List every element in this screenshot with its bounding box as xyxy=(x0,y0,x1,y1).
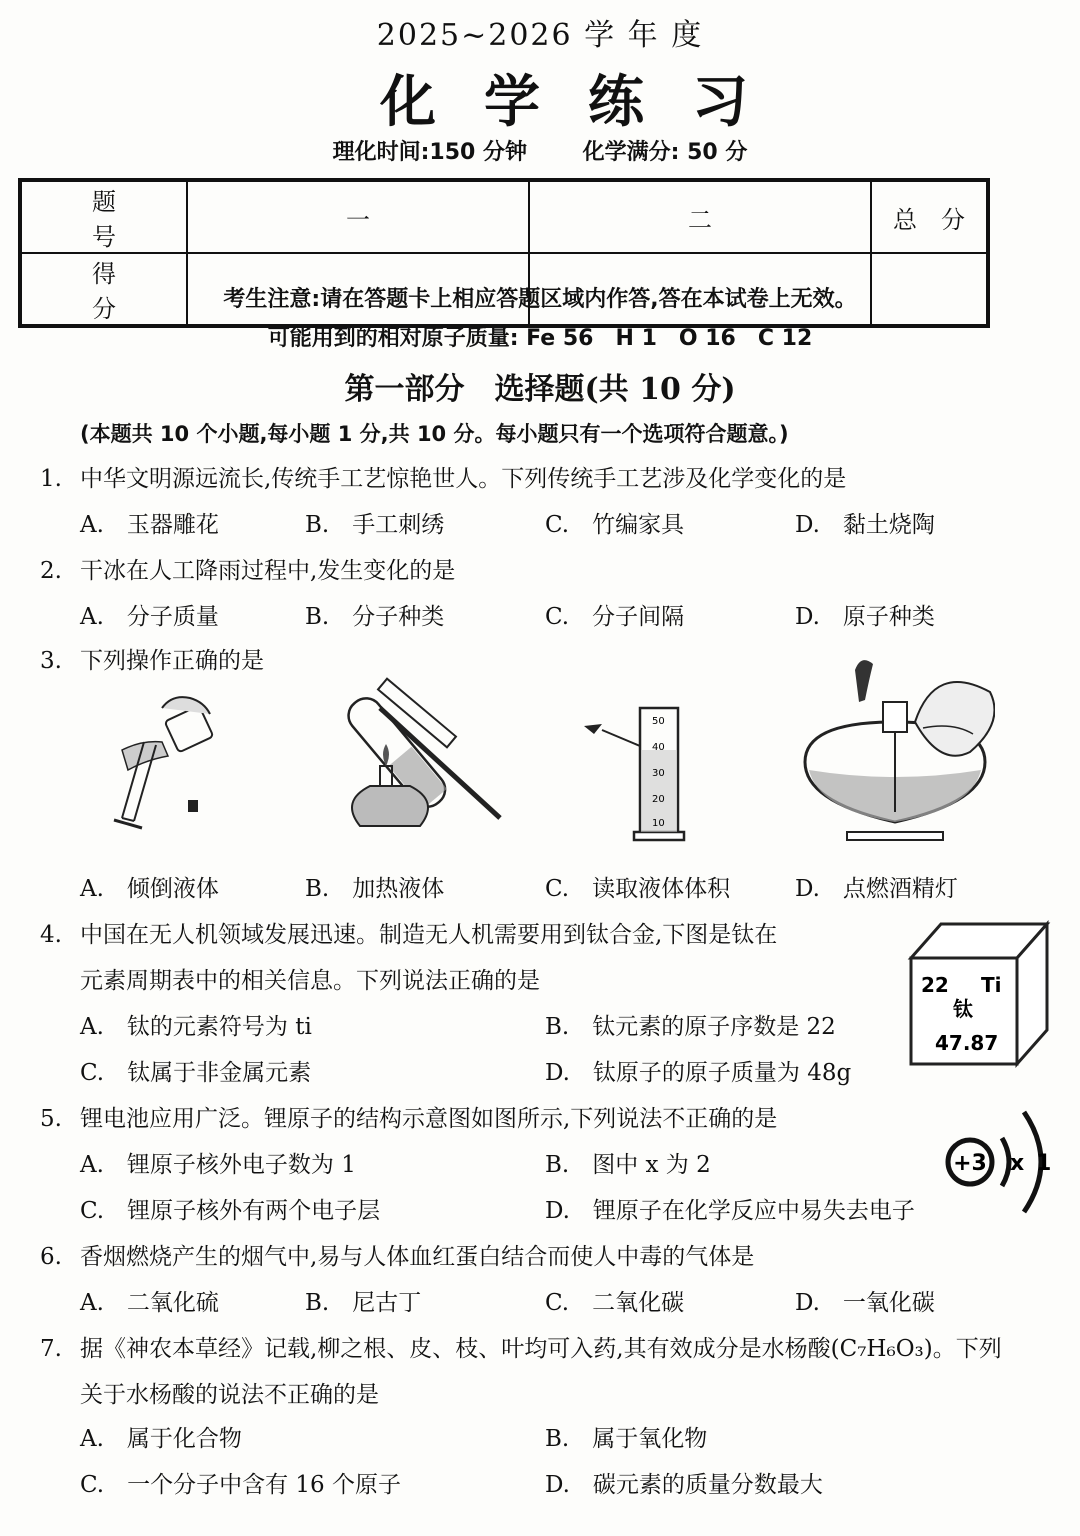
option-d: D. 碳元素的质量分数最大 xyxy=(545,1472,823,1498)
exam-meta xyxy=(0,135,1080,166)
svg-text:10: 10 xyxy=(652,818,665,829)
score-table-header-part1: 一 xyxy=(187,180,529,253)
option-c: C. 分子间隔 xyxy=(545,604,685,630)
question-text-line2: 关于水杨酸的说法不正确的是 xyxy=(80,1382,379,1408)
option-b: B. 手工刺绣 xyxy=(305,512,445,538)
option-b: B. 属于氧化物 xyxy=(545,1426,708,1452)
question-text-line2: 元素周期表中的相关信息。下列说法正确的是 xyxy=(80,968,540,994)
question-text: 中国在无人机领域发展迅速。制造无人机需要用到钛合金,下图是钛在 xyxy=(80,922,778,948)
element-symbol: Ti xyxy=(981,973,1002,997)
question-number: 5. xyxy=(40,1106,62,1132)
question-number: 6. xyxy=(40,1244,62,1270)
exam-year: 2025~2026 学 年 度 xyxy=(376,18,704,53)
element-number: 22 xyxy=(921,973,949,997)
element-mass: 47.87 xyxy=(935,1031,999,1055)
option-d: D. 锂原子在化学反应中易失去电子 xyxy=(545,1198,915,1224)
exam-notice: 考生注意:请在答题卡上相应答题区域内作答,答在本试卷上无效。 xyxy=(223,287,857,312)
titanium-element-card xyxy=(905,920,1055,1070)
atomic-masses: 可能用到的相对原子质量: Fe 56 H 1 O 16 C 12 xyxy=(267,326,813,351)
exam-title: 化学练习 xyxy=(380,69,796,135)
option-a: A. 玉器雕花 xyxy=(80,512,219,538)
part1-description: (本题共 10 个小题,每小题 1 分,共 10 分。每小题只有一个选项符合题意。) xyxy=(80,422,789,446)
svg-text:50: 50 xyxy=(652,716,665,727)
outer-shell-electrons: 1 xyxy=(1036,1151,1052,1176)
part1-title: 第一部分 选择题(共 10 分) xyxy=(344,372,736,407)
option-b: B. 加热液体 xyxy=(305,876,445,902)
option-b: B. 分子种类 xyxy=(305,604,445,630)
option-a: A. 属于化合物 xyxy=(80,1426,242,1452)
lithium-atom-diagram xyxy=(944,1098,1056,1228)
question-text: 锂电池应用广泛。锂原子的结构示意图如图所示,下列说法不正确的是 xyxy=(80,1106,778,1132)
option-c: C. 一个分子中含有 16 个原子 xyxy=(80,1472,401,1498)
svg-text:40: 40 xyxy=(652,742,665,753)
question-number: 7. xyxy=(40,1336,62,1362)
nucleus-charge: +3 xyxy=(953,1151,987,1176)
question-number: 1. xyxy=(40,466,62,492)
option-c: C. 锂原子核外有两个电子层 xyxy=(80,1198,381,1224)
pouring-liquid-figure xyxy=(100,690,230,840)
option-b: B. 图中 x 为 2 xyxy=(545,1152,711,1178)
option-d: D. 一氧化碳 xyxy=(795,1290,935,1316)
element-name: 钛 xyxy=(953,997,973,1021)
option-a: A. 锂原子核外电子数为 1 xyxy=(80,1152,356,1178)
question-number: 4. xyxy=(40,922,62,948)
option-a: A. 分子质量 xyxy=(80,604,219,630)
question-number: 3. xyxy=(40,648,62,674)
score-table-header-label: 题 号 xyxy=(20,180,187,253)
heating-liquid-figure xyxy=(320,668,520,853)
option-a: A. 倾倒液体 xyxy=(80,876,219,902)
option-b: B. 尼古丁 xyxy=(305,1290,422,1316)
option-d: D. 钛原子的原子质量为 48g xyxy=(545,1060,852,1086)
option-c: C. 竹编家具 xyxy=(545,512,685,538)
svg-text:20: 20 xyxy=(652,794,665,805)
question-text: 干冰在人工降雨过程中,发生变化的是 xyxy=(80,558,456,584)
option-c: C. 读取液体体积 xyxy=(545,876,731,902)
question-text: 中华文明源远流长,传统手工艺惊艳世人。下列传统手工艺涉及化学变化的是 xyxy=(80,466,847,492)
question-text: 香烟燃烧产生的烟气中,易与人体血红蛋白结合而使人中毒的气体是 xyxy=(80,1244,755,1270)
option-a: A. 钛的元素符号为 ti xyxy=(80,1014,312,1040)
score-table-header-total: 总 分 xyxy=(871,180,988,253)
option-d: D. 黏土烧陶 xyxy=(795,512,935,538)
option-d: D. 点燃酒精灯 xyxy=(795,876,958,902)
exam-full-score: 化学满分: 50 分 xyxy=(582,140,748,165)
svg-text:30: 30 xyxy=(652,768,665,779)
question-number: 2. xyxy=(40,558,62,584)
exam-time: 理化时间:150 分钟 xyxy=(332,140,527,165)
question-text: 下列操作正确的是 xyxy=(80,648,264,674)
question-text: 据《神农本草经》记载,柳之根、皮、枝、叶均可入药,其有效成分是水杨酸(C₇H₆O₃)。下列 xyxy=(80,1336,1002,1362)
option-d: D. 原子种类 xyxy=(795,604,935,630)
option-c: C. 二氧化碳 xyxy=(545,1290,685,1316)
score-table-score-label: 得 分 xyxy=(20,253,187,326)
option-b: B. 钛元素的原子序数是 22 xyxy=(545,1014,836,1040)
option-c: C. 钛属于非金属元素 xyxy=(80,1060,312,1086)
graduated-cylinder-figure xyxy=(580,690,700,850)
alcohol-lamp-figure xyxy=(795,652,995,852)
inner-shell-x: x xyxy=(1010,1151,1025,1176)
score-table-header-part2: 二 xyxy=(529,180,871,253)
option-a: A. 二氧化硫 xyxy=(80,1290,219,1316)
